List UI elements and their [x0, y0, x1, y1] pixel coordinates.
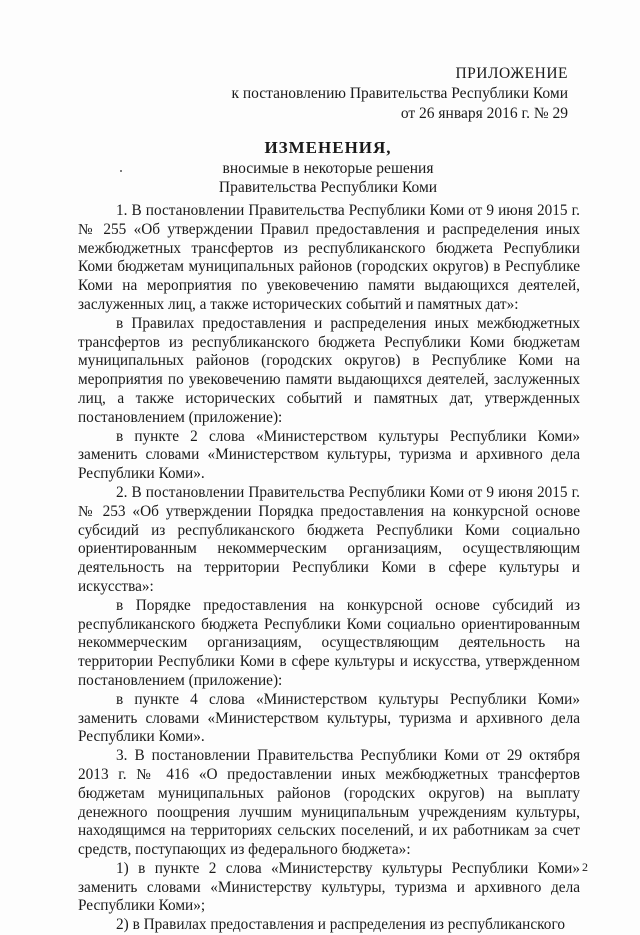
paragraph-7: 3. В постановлении Правительства Республики Коми от 29 октября 2013 г. № 416 «О предоставлении иных межбюджетных трансфертов бюджетам муниципальных районов (городских округов) на выплату денежного поощрения лучшим муниципальным учреждениям культуры, находящимся на территориях сельских поселений, и их работникам за счет средств, поступающих из федерального бюджета»: [78, 747, 580, 859]
paragraph-8: 1) в пункте 2 слова «Министерству культуры Республики Коми» заменить словами «Министерству культуры, туризма и архивного дела Республики Коми»; [78, 859, 580, 915]
paragraph-1: 1. В постановлении Правительства Республики Коми от 9 июня 2015 г. № 255 «Об утверждении Правил предоставления и распределения иных межбюджетных трансфертов из республиканского бюджета Республики Коми бюджетам муниципальных районов (городских округов) в Республике Коми на мероприятия по увековечению памяти выдающихся деятелей, заслуженных лиц, а также исторических событий и памятных дат»: [78, 202, 580, 313]
heading-subtitle-1: вносимые в некоторые решения [222, 160, 434, 177]
paragraph-6: в пункте 4 слова «Министерством культуры Республики Коми» заменить словами «Министерством культуры, туризма и архивного дела Республики Коми». [78, 690, 580, 746]
heading-subtitle-2: Правительства Республики Коми [218, 179, 438, 196]
paragraph-2: в Правилах предоставления и распределения иных межбюджетных трансфертов из республиканского бюджета Республики Коми бюджетам муниципальных районов (городских округов) в Республике Коми на мероприятия по увековечению памяти выдающихся деятелей, заслуженных лиц, а также исторических событий и памятных дат, утвержденных постановлением (приложение): [78, 314, 580, 426]
approval-block [231, 64, 568, 124]
paragraph-3: в пункте 2 слова «Министерством культуры Республики Коми» заменить словами «Министерством культуры, туризма и архивного дела Республики Коми». [78, 427, 580, 483]
document-heading [100, 137, 556, 197]
approval-line-1: к постановлению Правительства Республики Коми [231, 85, 568, 102]
heading-title: ИЗМЕНЕНИЯ, [264, 138, 392, 157]
scan-speck [120, 170, 122, 172]
page-number: 2 [582, 860, 588, 874]
paragraph-5: в Порядке предоставления на конкурсной основе субсидий из республиканского бюджета Республики Коми социально ориентированным некоммерческим организациям, осуществляющим деятельность на территории Республики Коми в сфере культуры и искусства, утвержденном постановлением (приложение): [78, 596, 580, 689]
paragraph-9: 2) в Правилах предоставления и распределения из республиканского [116, 916, 565, 934]
paragraph-4: 2. В постановлении Правительства Республики Коми от 9 июня 2015 г. № 253 «Об утверждении Порядка предоставления на конкурсной основе субсидий из республиканского бюджета Республики Коми социально ориентированным некоммерческим организациям, осуществляющим деятельность на территории Республики Коми в сфере культуры и искусства»: [78, 483, 580, 595]
approval-line-2: от 26 января 2016 г. № 29 [400, 105, 568, 122]
document-body [78, 202, 580, 935]
approval-title: ПРИЛОЖЕНИЕ [455, 65, 568, 82]
